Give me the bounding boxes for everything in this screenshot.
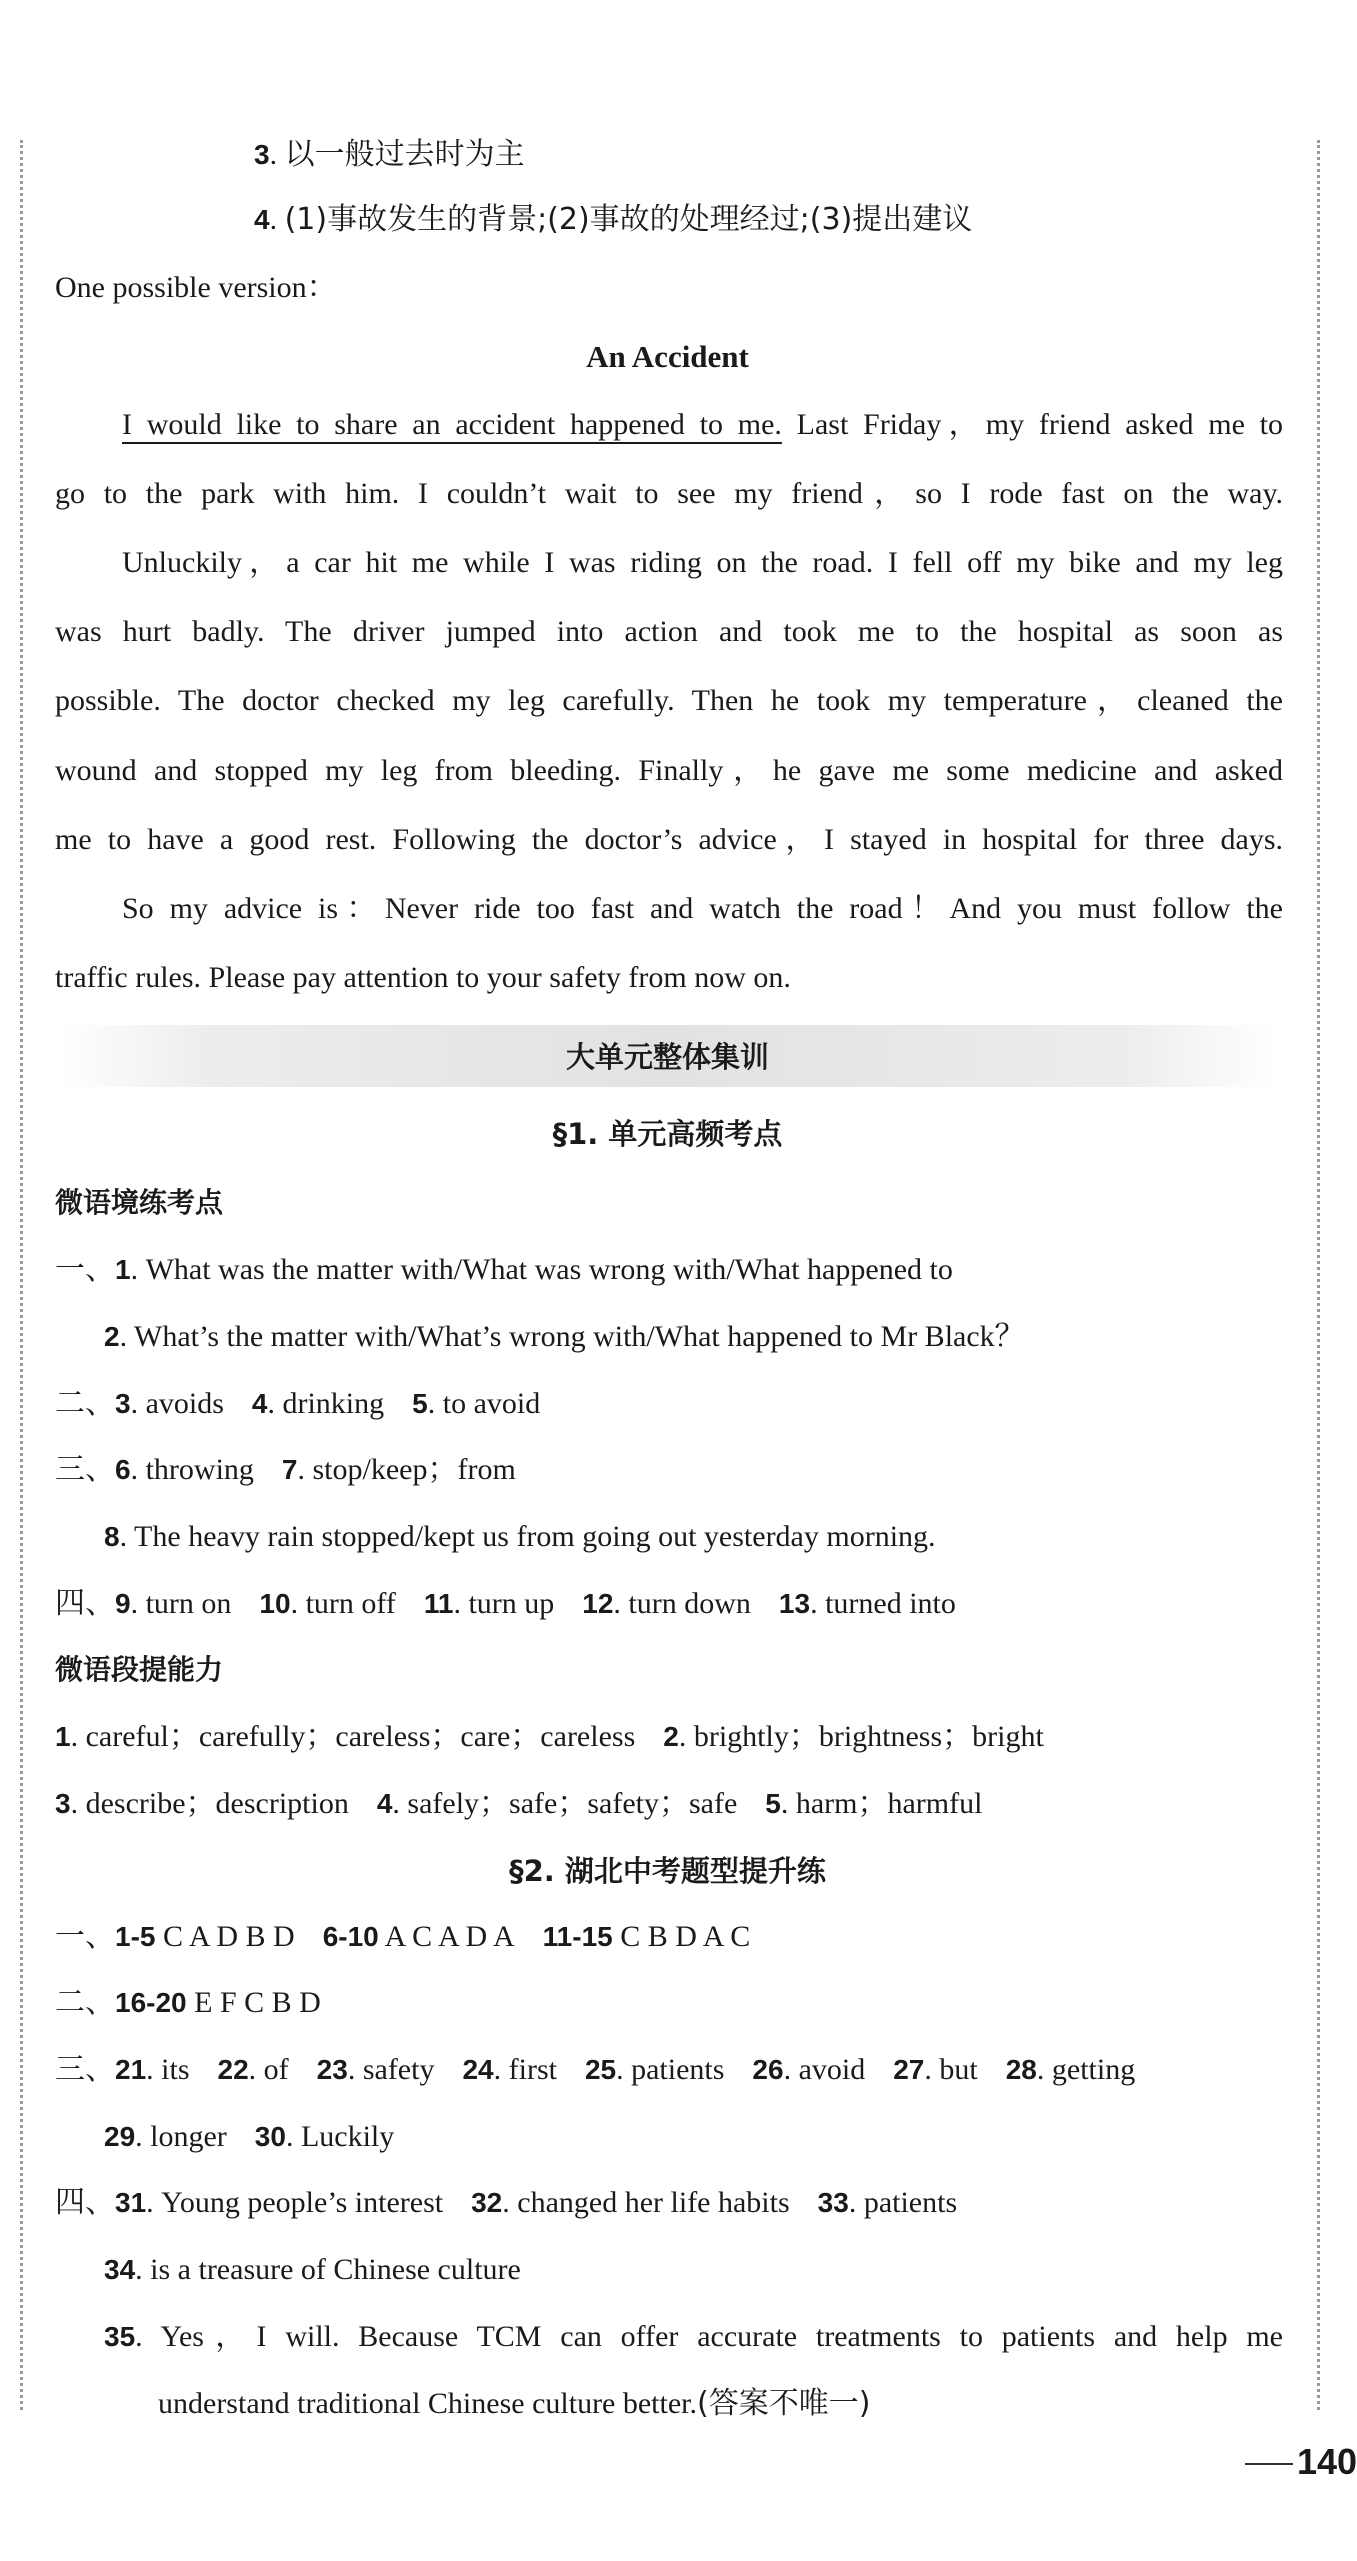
essay-title: An Accident	[586, 339, 749, 374]
answer-text: harm；harmful	[795, 1787, 983, 1820]
question-number: 13	[778, 1588, 811, 1619]
essay-line-9: traffic rules. Please pay attention to your safety from now on.	[55, 961, 791, 994]
question-number: 26	[752, 2054, 784, 2085]
answer-line-q6-q7: 三、6. throwing 7. stop/keep；from	[55, 1452, 516, 1487]
answer-line-31-33: 四、31. Young people’s interest 32. changed her life habits 33. patients	[55, 2185, 958, 2220]
question-number: 4	[251, 1388, 268, 1419]
right-margin-dotted-rule	[1317, 140, 1320, 2410]
question-number: 9	[115, 1588, 131, 1619]
answer-text: throwing	[145, 1453, 254, 1486]
question-range: 1-5	[115, 1921, 156, 1952]
question-number: 3	[55, 1788, 71, 1819]
essay-line-1	[55, 405, 1283, 445]
answer-text: drinking	[282, 1387, 385, 1420]
item-number: 3	[254, 139, 270, 170]
essay-line-3: Unluckily，a car hit me while I was riding on the road. I fell off my bike and my leg	[122, 546, 1283, 579]
essay-line-4: was hurt badly. The driver jumped into action and took me to the hospital as soon as	[55, 615, 1283, 648]
answer-line-q2: 2. What’s the matter with/What’s wrong with/What happened to Mr Black？	[104, 1320, 1025, 1353]
question-number: 31	[115, 2187, 147, 2218]
underlined-opening-sentence: I would like to share an accident happened to me.	[122, 408, 782, 441]
weiyujing-heading: 微语境练考点	[55, 1186, 224, 1219]
question-number: 23	[316, 2054, 348, 2085]
answer-text: safety	[362, 2053, 435, 2086]
answer-text: turned into	[825, 1587, 956, 1620]
item-number: 4	[254, 204, 270, 235]
answer-text: avoid	[798, 2053, 866, 2086]
question-number: 32	[471, 2187, 503, 2218]
guide-item-text: (1)事故发生的背景;(2)事故的处理经过;(3)提出建议	[284, 202, 973, 237]
answer-line-d1-d2: 1. careful；carefully；careless；care；careless 2. brightly；brightness；bright	[55, 1720, 1044, 1753]
question-number: 29	[104, 2121, 136, 2152]
question-number: 34	[104, 2254, 136, 2285]
essay-line-2: go to the park with him. I couldn’t wait to see my friend，so I rode fast on the way.	[55, 477, 1283, 510]
question-number: 27	[893, 2054, 925, 2085]
question-number: 30	[254, 2121, 286, 2152]
question-number: 5	[765, 1788, 781, 1819]
answer-text: E F C B D	[194, 1986, 321, 2019]
answer-text: Yes，I will. Because TCM can offer accurate treatments to patients and help me	[160, 2320, 1283, 2353]
question-number: 25	[584, 2054, 617, 2085]
question-number: 7	[281, 1454, 298, 1485]
question-number: 4	[376, 1788, 393, 1819]
question-number: 6	[115, 1454, 131, 1485]
part-label: 二、	[55, 1386, 115, 1421]
answer-text: brightly；brightness；bright	[693, 1720, 1044, 1753]
guide-item-text: 以一般过去时为主	[284, 137, 525, 172]
answer-text: A C A D A	[384, 1920, 515, 1953]
guide-item-4: 4. (1)事故发生的背景;(2)事故的处理经过;(3)提出建议	[254, 202, 973, 237]
answer-text: getting	[1051, 2053, 1136, 2086]
section-2-heading: §2. 湖北中考题型提升练	[509, 1854, 826, 1888]
question-number: 28	[1005, 2054, 1037, 2085]
answer-text: avoids	[145, 1387, 224, 1420]
question-number: 22	[217, 2054, 249, 2085]
guide-item-3: 3. 以一般过去时为主	[254, 137, 525, 172]
question-number: 21	[115, 2054, 147, 2085]
question-range: 16-20	[115, 1987, 187, 2018]
answer-text: but	[939, 2053, 978, 2086]
part-label: 一、	[55, 1919, 115, 1954]
answer-text: describe；description	[85, 1787, 349, 1820]
answer-line-34: 34. is a treasure of Chinese culture	[104, 2253, 521, 2286]
answer-text: changed her life habits	[517, 2186, 790, 2219]
answer-text: safely；safe；safety；safe	[407, 1787, 738, 1820]
question-number: 2	[104, 1321, 120, 1352]
answer-text: stop/keep；from	[312, 1453, 516, 1486]
answer-text: to avoid	[442, 1387, 541, 1420]
answer-text: is a treasure of Chinese culture	[150, 2253, 521, 2286]
answer-text: What was the matter with/What was wrong with/What happened to	[145, 1253, 953, 1286]
answer-line-35: 35. Yes，I will. Because TCM can offer accurate treatments to patients and help me	[104, 2320, 1283, 2353]
answer-text: first	[508, 2053, 557, 2086]
answer-line-1-15	[55, 1917, 750, 1957]
answer-text: The heavy rain stopped/kept us from going out yesterday morning.	[134, 1520, 936, 1553]
question-range: 6-10	[322, 1921, 379, 1952]
question-number: 33	[817, 2187, 849, 2218]
essay-line-5: possible. The doctor checked my leg carefully. Then he took my temperature，cleaned the	[55, 684, 1283, 717]
answer-line-q3-q5: 二、3. avoids 4. drinking 5. to avoid	[55, 1386, 541, 1421]
essay-line-7: me to have a good rest. Following the doctor’s advice，I stayed in hospital for three days.	[55, 823, 1283, 856]
left-margin-dotted-rule	[20, 140, 23, 2410]
section-1-heading: §1. 单元高频考点	[552, 1117, 783, 1151]
answer-text: understand traditional Chinese culture better.	[158, 2387, 698, 2420]
answer-line-q9-q13: 四、9. turn on 10. turn off 11. turn up 12. turn down 13. turned into	[55, 1586, 956, 1621]
part-label: 二、	[55, 1985, 115, 2020]
question-number: 10	[259, 1588, 291, 1619]
answer-text: turn up	[468, 1587, 555, 1620]
question-number: 1	[115, 1254, 131, 1285]
answer-line-29-30: 29. longer 30. Luckily	[104, 2120, 395, 2153]
essay-line-8: So my advice is：Never ride too fast and watch the road！And you must follow the	[122, 892, 1283, 925]
answer-text: Young people’s interest	[161, 2186, 444, 2219]
question-number: 24	[462, 2054, 494, 2085]
part-label: 三、	[55, 2052, 115, 2087]
answer-text: longer	[150, 2120, 227, 2153]
unit-heading: 大单元整体集训	[565, 1040, 769, 1074]
essay-text: Last Friday，my friend asked me to	[796, 408, 1283, 441]
question-number: 5	[412, 1388, 428, 1419]
question-number: 2	[663, 1721, 679, 1752]
part-label: 一、	[55, 1252, 115, 1287]
answer-text: C A D B D	[162, 1920, 295, 1953]
essay-intro: One possible version：	[55, 271, 337, 304]
answer-text: turn down	[628, 1587, 751, 1620]
answer-note: (答案不唯一)	[697, 2386, 871, 2421]
answer-text: C B D A C	[620, 1920, 751, 1953]
part-label: 四、	[55, 2185, 115, 2220]
answer-line-q1: 一、1. What was the matter with/What was wrong with/What happened to	[55, 1252, 953, 1287]
answer-text: of	[263, 2053, 289, 2086]
answer-text: its	[161, 2053, 190, 2086]
question-number: 12	[582, 1588, 614, 1619]
answer-line-21-28: 三、21. its 22. of 23. safety 24. first 25. patients 26. avoid 27. but 28. getting	[55, 2052, 1136, 2087]
answer-line-16-20	[55, 1983, 321, 2023]
question-number: 1	[55, 1721, 71, 1752]
part-label: 四、	[55, 1586, 115, 1621]
answer-line-35-cont	[158, 2384, 870, 2424]
answer-text: patients	[631, 2053, 725, 2086]
weiyuduan-heading: 微语段提能力	[55, 1653, 224, 1686]
answer-text: Luckily	[300, 2120, 395, 2153]
part-label: 三、	[55, 1452, 115, 1487]
answer-line-d3-d5: 3. describe；description 4. safely；safe；safety；safe 5. harm；harmful	[55, 1787, 983, 1820]
answer-text: turn off	[305, 1587, 396, 1620]
page-number: 140	[1297, 2441, 1357, 2482]
answer-line-q8: 8. The heavy rain stopped/kept us from going out yesterday morning.	[104, 1520, 936, 1553]
page-number-rule	[1245, 2463, 1293, 2465]
essay-line-6: wound and stopped my leg from bleeding. Finally，he gave me some medicine and asked	[55, 754, 1283, 787]
answer-text: What’s the matter with/What’s wrong with/What happened to Mr Black？	[134, 1320, 1025, 1353]
question-number: 3	[115, 1388, 131, 1419]
question-number: 35	[104, 2321, 136, 2352]
question-number: 11	[423, 1588, 454, 1619]
question-range: 11-15	[542, 1921, 613, 1952]
answer-text: careful；carefully；careless；care；careless	[85, 1720, 636, 1753]
answer-text: patients	[863, 2186, 958, 2219]
answer-text: turn on	[145, 1587, 232, 1620]
question-number: 8	[104, 1521, 120, 1552]
